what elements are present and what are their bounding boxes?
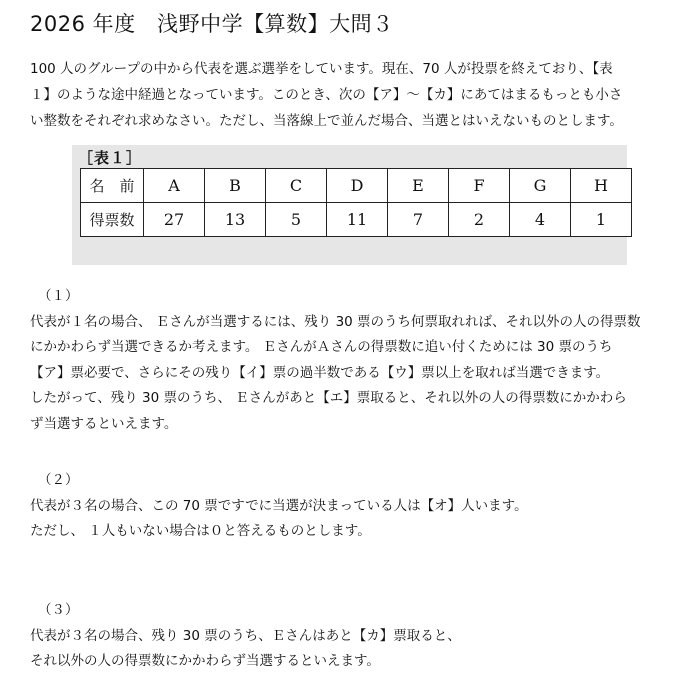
candidate-name: E: [388, 169, 449, 203]
question-1: [30, 284, 690, 437]
vote-count: 2: [449, 203, 510, 237]
question-line: 代表が３名の場合、残り 30 票のうち、Ｅさんはあと【カ】票取ると、: [30, 627, 461, 644]
question-line: にかかわらず当選できるか考えます。 ＥさんがＡさんの得票数に追い付くためには 30 票のうち: [30, 339, 613, 355]
vote-count: 4: [510, 203, 571, 237]
vote-count: 27: [144, 203, 205, 237]
intro-line: い整数をそれぞれ求めなさい。ただし、当落線上で並んだ場合、当選とはいえないものとします。: [30, 113, 623, 129]
problem-intro: [30, 56, 680, 134]
vote-count: 7: [388, 203, 449, 237]
question-2: [30, 468, 690, 545]
candidate-name: A: [144, 169, 205, 203]
page-title: 2026 年度 浅野中学【算数】大問３: [30, 12, 394, 36]
question-3: [30, 598, 690, 675]
vote-count: 13: [205, 203, 266, 237]
question-line: 代表が３名の場合、この 70 票ですでに当選が決まっている人は【オ】人います。: [30, 497, 528, 514]
candidate-name: D: [327, 169, 388, 203]
question-line: 代表が１名の場合、 Ｅさんが当選するには、残り 30 票のうち何票取れれば、それ以外の人の得票数: [30, 313, 641, 330]
question-number: （１）: [38, 288, 79, 304]
vote-table: [80, 168, 632, 237]
question-line: ず当選するといえます。: [30, 415, 178, 432]
question-line: ただし、 １人もいない場合は０と答えるものとします。: [30, 523, 371, 539]
question-number: （２）: [38, 472, 79, 488]
intro-line: 100 人のグループの中から代表を選ぶ選挙をしています。現在、70 人が投票を終えており、【表: [30, 61, 613, 77]
table-row-names: [81, 169, 632, 203]
candidate-name: F: [449, 169, 510, 203]
candidate-name: G: [510, 169, 571, 203]
row-header-name: 名 前: [81, 169, 144, 203]
vote-count: 1: [571, 203, 632, 237]
vote-count: 11: [327, 203, 388, 237]
candidate-name: B: [205, 169, 266, 203]
question-line: それ以外の人の得票数にかかわらず当選するといえます。: [30, 653, 380, 669]
candidate-name: H: [571, 169, 632, 203]
table-label: ［表１］: [78, 149, 143, 167]
intro-line: １】のような途中経過となっています。このとき、次の【ア】～【カ】にあてはまるもっとも小さ: [30, 87, 623, 103]
table-row-votes: [81, 203, 632, 237]
vote-count: 5: [266, 203, 327, 237]
candidate-name: C: [266, 169, 327, 203]
question-line: 【ア】票必要で、さらにその残り【イ】票の過半数である【ウ】票以上を取れば当選できます。: [30, 364, 610, 381]
question-number: （３）: [38, 602, 79, 618]
row-header-votes: 得票数: [81, 203, 144, 237]
question-line: したがって、残り 30 票のうち、 Ｅさんがあと【エ】票取ると、それ以外の人の得票数にかかわら: [30, 390, 627, 406]
